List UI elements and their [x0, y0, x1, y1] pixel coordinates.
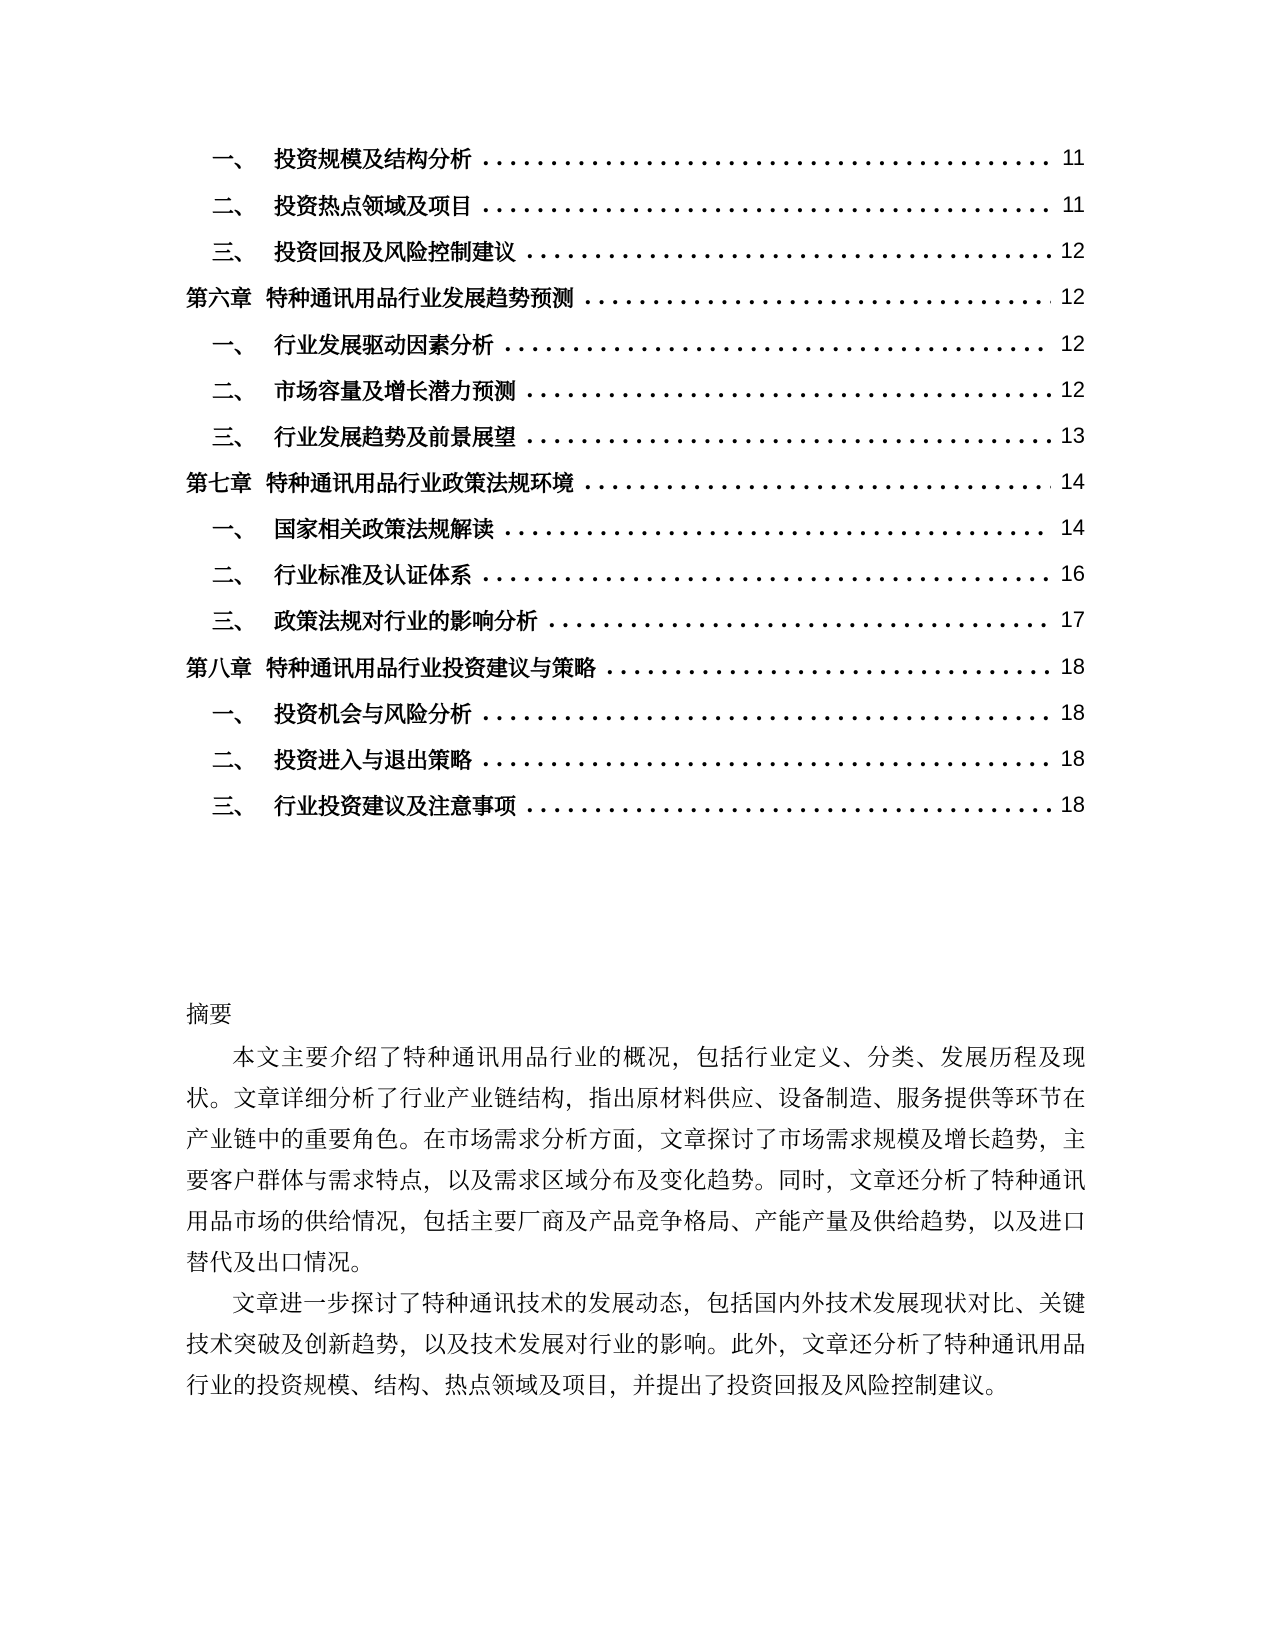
toc-page-number: 16 — [1060, 561, 1085, 586]
toc-page-number: 18 — [1060, 654, 1085, 679]
toc-leader-dots — [606, 654, 1050, 680]
toc-leader-dots — [526, 377, 1051, 403]
toc-page-number: 14 — [1060, 515, 1085, 540]
toc-entry[interactable] — [212, 508, 1085, 548]
toc-entry[interactable] — [212, 739, 1085, 779]
toc-entry-title: 投资回报及风险控制建议 — [274, 239, 517, 266]
toc-page-number: 12 — [1060, 331, 1085, 356]
toc-leader-dots — [526, 792, 1051, 818]
toc-entry-number: 一、 — [212, 701, 257, 728]
toc-leader-dots — [482, 700, 1051, 726]
toc-entry[interactable] — [212, 416, 1085, 456]
toc-entry-number: 三、 — [212, 793, 257, 820]
toc-entry[interactable] — [212, 231, 1085, 271]
toc-entry-title: 投资热点领域及项目 — [274, 193, 473, 220]
toc-leader-dots — [504, 515, 1051, 541]
toc-page-number: 12 — [1060, 377, 1085, 402]
toc-entry[interactable] — [212, 693, 1085, 733]
toc-entry[interactable] — [212, 554, 1085, 594]
toc-entry-title: 投资机会与风险分析 — [274, 701, 473, 728]
toc-entry-title: 行业投资建议及注意事项 — [274, 793, 517, 820]
toc-page-number: 13 — [1060, 423, 1085, 448]
toc-entry-number: 三、 — [212, 424, 257, 451]
toc-leader-dots — [504, 331, 1051, 357]
toc-page-number: 18 — [1060, 792, 1085, 817]
toc-chapter-entry[interactable] — [186, 277, 1085, 317]
toc-leader-dots — [526, 423, 1051, 449]
toc-entry-title: 行业发展驱动因素分析 — [274, 332, 495, 359]
toc-entry-number: 二、 — [212, 378, 257, 405]
toc-chapter-number: 第八章 — [186, 655, 253, 682]
toc-page-number: 18 — [1060, 700, 1085, 725]
toc-leader-dots — [482, 746, 1051, 772]
toc-entry-title: 投资进入与退出策略 — [274, 747, 473, 774]
toc-leader-dots — [584, 469, 1050, 495]
toc-entry-title: 投资规模及结构分析 — [274, 146, 473, 173]
toc-entry-number: 二、 — [212, 562, 257, 589]
toc-page-number: 12 — [1060, 284, 1085, 309]
toc-page-number: 11 — [1062, 145, 1085, 170]
toc-entry-title: 国家相关政策法规解读 — [274, 516, 495, 543]
toc-page-number: 17 — [1060, 607, 1085, 632]
toc-chapter-entry[interactable] — [186, 647, 1085, 687]
toc-leader-dots — [548, 607, 1051, 633]
abstract-heading: 摘要 — [186, 1002, 232, 1028]
toc-entry-title: 市场容量及增长潜力预测 — [274, 378, 517, 405]
toc-chapter-number: 第七章 — [186, 470, 253, 497]
toc-entry-number: 三、 — [212, 239, 257, 266]
toc-entry-title: 政策法规对行业的影响分析 — [274, 608, 539, 635]
toc-entry-number: 一、 — [212, 516, 257, 543]
toc-chapter-entry[interactable] — [186, 462, 1085, 502]
toc-entry-title: 特种通讯用品行业政策法规环境 — [266, 470, 575, 497]
toc-leader-dots — [482, 192, 1052, 218]
toc-page-number: 12 — [1060, 238, 1085, 263]
toc-entry-title: 特种通讯用品行业发展趋势预测 — [266, 285, 575, 312]
toc-entry-number: 一、 — [212, 146, 257, 173]
toc-page-number: 14 — [1060, 469, 1085, 494]
toc-page-number: 18 — [1060, 746, 1085, 771]
abstract-paragraph: 本文主要介绍了特种通讯用品行业的概况，包括行业定义、分类、发展历程及现状。文章详细分析了行业产业链结构，指出原材料供应、设备制造、服务提供等环节在产业链中的重要角色。在市场需求分析方面，文章探讨了市场需求规模及增长趋势，主要客户群体与需求特点，以及需求区域分布及变化趋势。同时，文章还分析了特种通讯用品市场的供给情况，包括主要厂商及产品竞争格局、产能产量及供给趋势，以及进口替代及出口情况。 — [186, 1045, 1086, 1276]
abstract-section — [186, 998, 1086, 1407]
toc-chapter-number: 第六章 — [186, 285, 253, 312]
toc-entry[interactable] — [212, 185, 1085, 225]
toc-leader-dots — [482, 145, 1052, 171]
toc-leader-dots — [482, 561, 1051, 587]
toc-entry-number: 二、 — [212, 747, 257, 774]
toc-page-number: 11 — [1062, 192, 1085, 217]
toc-leader-dots — [526, 238, 1051, 264]
toc-entry[interactable] — [212, 785, 1085, 825]
abstract-paragraph: 文章进一步探讨了特种通讯技术的发展动态，包括国内外技术发展现状对比、关键技术突破及创新趋势，以及技术发展对行业的影响。此外，文章还分析了特种通讯用品行业的投资规模、结构、热点领域及项目，并提出了投资回报及风险控制建议。 — [186, 1291, 1086, 1399]
toc-entry-number: 一、 — [212, 332, 257, 359]
toc-entry-title: 行业发展趋势及前景展望 — [274, 424, 517, 451]
toc-entry-number: 二、 — [212, 193, 257, 220]
toc-entry-title: 行业标准及认证体系 — [274, 562, 473, 589]
toc-leader-dots — [584, 284, 1050, 310]
toc-entry[interactable] — [212, 324, 1085, 364]
toc-entry[interactable] — [212, 370, 1085, 410]
toc-entry[interactable] — [212, 600, 1085, 640]
toc-entry-title: 特种通讯用品行业投资建议与策略 — [266, 655, 597, 682]
toc-entry-number: 三、 — [212, 608, 257, 635]
toc-entry[interactable] — [212, 138, 1085, 178]
